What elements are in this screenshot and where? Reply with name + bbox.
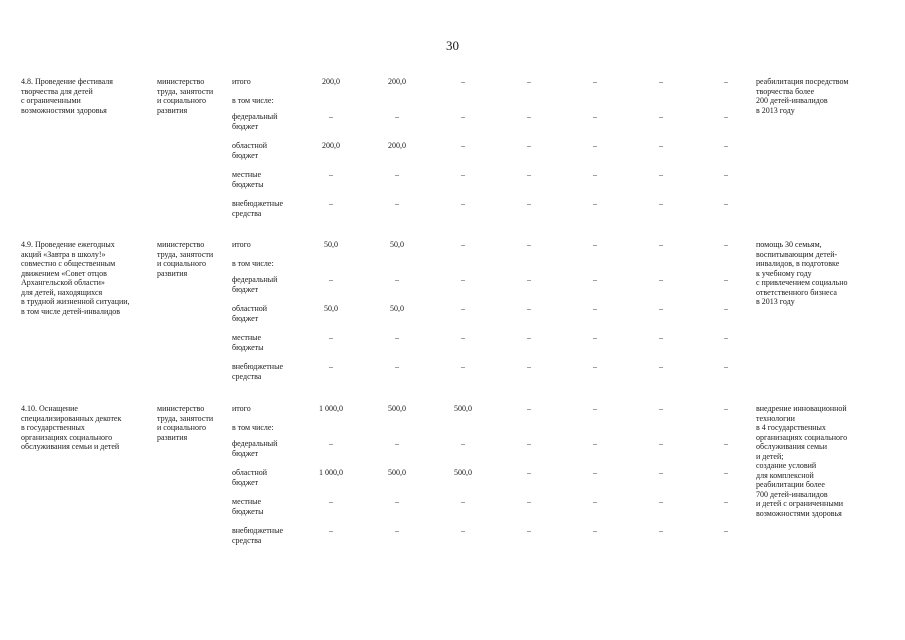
row-label: внебюджетные средства <box>232 199 283 218</box>
cell-value: – <box>724 333 728 342</box>
cell-value: – <box>593 526 597 535</box>
cell-value: – <box>593 170 597 179</box>
row-label: областной бюджет <box>232 304 268 323</box>
cell-value: – <box>527 362 531 371</box>
cell-value: – <box>395 199 399 208</box>
cell-value: – <box>395 170 399 179</box>
table-row <box>0 468 905 490</box>
table-row <box>0 199 905 221</box>
cell-value: – <box>659 170 663 179</box>
cell-value: – <box>329 439 333 448</box>
cell-value: – <box>724 526 728 535</box>
cell-value: – <box>527 526 531 535</box>
cell-value: 200,0 <box>322 77 340 86</box>
cell-value: – <box>593 362 597 371</box>
cell-value: – <box>593 199 597 208</box>
row-label: федеральный бюджет <box>232 275 278 294</box>
cell-value: – <box>593 112 597 121</box>
cell-value: – <box>329 275 333 284</box>
cell-value: 500,0 <box>454 468 472 477</box>
cell-value: – <box>527 275 531 284</box>
cell-value: – <box>659 362 663 371</box>
cell-value: – <box>659 468 663 477</box>
cell-value: – <box>724 304 728 313</box>
table-row <box>0 526 905 548</box>
measure-executor: министерство труда, занятости и социального развития <box>157 240 214 278</box>
cell-value: – <box>593 404 597 413</box>
cell-value: – <box>659 199 663 208</box>
measure-name: 4.9. Проведение ежегодных акций «Завтра в школу!» совместно с общественным движением «Совет отцов Архангельской области» для детей, находящихся в трудной жизненной ситуации, в том числе детей-инвалидов <box>21 240 130 316</box>
cell-value: – <box>659 141 663 150</box>
cell-value: 200,0 <box>388 141 406 150</box>
cell-value: – <box>593 304 597 313</box>
table-row <box>0 362 905 384</box>
cell-value: – <box>329 333 333 342</box>
cell-value: – <box>724 141 728 150</box>
cell-value: 1 000,0 <box>319 468 343 477</box>
table-row <box>0 275 905 297</box>
row-label: федеральный бюджет <box>232 439 278 458</box>
cell-value: – <box>461 170 465 179</box>
cell-value: – <box>527 439 531 448</box>
cell-value: – <box>659 77 663 86</box>
cell-value: – <box>527 170 531 179</box>
cell-value: – <box>724 275 728 284</box>
measure-outcome: реабилитация посредством творчества более 200 детей-инвалидов в 2013 году <box>756 77 849 115</box>
cell-value: – <box>659 304 663 313</box>
cell-value: – <box>329 497 333 506</box>
cell-value: – <box>659 333 663 342</box>
cell-value: – <box>395 439 399 448</box>
cell-value: – <box>724 404 728 413</box>
table-row <box>0 170 905 192</box>
cell-value: 50,0 <box>324 304 338 313</box>
cell-value: – <box>461 362 465 371</box>
cell-value: 500,0 <box>454 404 472 413</box>
cell-value: – <box>593 77 597 86</box>
cell-value: – <box>329 112 333 121</box>
cell-value: – <box>461 275 465 284</box>
cell-value: – <box>659 497 663 506</box>
measure-executor: министерство труда, занятости и социального развития <box>157 77 214 115</box>
cell-value: – <box>395 497 399 506</box>
cell-value: – <box>461 439 465 448</box>
cell-value: – <box>329 170 333 179</box>
cell-value: 1 000,0 <box>319 404 343 413</box>
cell-value: – <box>659 404 663 413</box>
row-label: итого в том числе: <box>232 240 274 268</box>
cell-value: 50,0 <box>390 240 404 249</box>
cell-value: 50,0 <box>390 304 404 313</box>
cell-value: – <box>461 240 465 249</box>
cell-value: – <box>461 112 465 121</box>
cell-value: – <box>461 497 465 506</box>
measure-outcome: внедрение инновационной технологии в 4 государственных организациях социального обслуживания семьи и детей; создание условий для комплексной реабилитации более 700 детей-инвалидов и детей с ограниченными возможностями здоровья <box>756 404 848 518</box>
cell-value: 200,0 <box>322 141 340 150</box>
row-label: внебюджетные средства <box>232 362 283 381</box>
cell-value: – <box>329 526 333 535</box>
cell-value: – <box>395 362 399 371</box>
cell-value: – <box>724 199 728 208</box>
row-label: федеральный бюджет <box>232 112 278 131</box>
table-row <box>0 112 905 134</box>
cell-value: – <box>461 77 465 86</box>
cell-value: – <box>527 112 531 121</box>
measure-name: 4.8. Проведение фестиваля творчества для детей с ограниченными возможностями здоровья <box>21 77 113 115</box>
cell-value: – <box>724 468 728 477</box>
cell-value: – <box>527 304 531 313</box>
cell-value: – <box>395 526 399 535</box>
cell-value: – <box>527 404 531 413</box>
row-label: местные бюджеты <box>232 497 264 516</box>
cell-value: – <box>724 240 728 249</box>
cell-value: 50,0 <box>324 240 338 249</box>
cell-value: – <box>461 199 465 208</box>
cell-value: – <box>461 526 465 535</box>
cell-value: – <box>724 497 728 506</box>
cell-value: – <box>395 333 399 342</box>
cell-value: – <box>659 112 663 121</box>
row-label: областной бюджет <box>232 468 268 487</box>
cell-value: – <box>527 240 531 249</box>
table-row <box>0 333 905 355</box>
cell-value: – <box>724 170 728 179</box>
row-label: итого в том числе: <box>232 404 274 432</box>
cell-value: – <box>724 439 728 448</box>
cell-value: – <box>527 497 531 506</box>
cell-value: – <box>461 333 465 342</box>
cell-value: – <box>659 526 663 535</box>
row-label: местные бюджеты <box>232 170 264 189</box>
cell-value: – <box>724 77 728 86</box>
page-number: 30 <box>446 38 459 53</box>
table-row <box>0 497 905 519</box>
cell-value: – <box>527 468 531 477</box>
cell-value: – <box>461 141 465 150</box>
table-row <box>0 141 905 163</box>
table-row <box>0 304 905 326</box>
cell-value: – <box>527 333 531 342</box>
table-row <box>0 240 905 268</box>
cell-value: – <box>527 199 531 208</box>
cell-value: – <box>593 141 597 150</box>
cell-value: 500,0 <box>388 468 406 477</box>
cell-value: – <box>659 240 663 249</box>
measure-executor: министерство труда, занятости и социального развития <box>157 404 214 442</box>
cell-value: – <box>593 275 597 284</box>
cell-value: – <box>659 439 663 448</box>
table-row <box>0 439 905 461</box>
row-label: внебюджетные средства <box>232 526 283 545</box>
cell-value: – <box>461 304 465 313</box>
cell-value: – <box>593 497 597 506</box>
cell-value: – <box>395 112 399 121</box>
cell-value: – <box>659 275 663 284</box>
row-label: итого в том числе: <box>232 77 274 105</box>
cell-value: – <box>593 333 597 342</box>
cell-value: – <box>527 77 531 86</box>
row-label: местные бюджеты <box>232 333 264 352</box>
cell-value: – <box>329 199 333 208</box>
cell-value: – <box>593 468 597 477</box>
cell-value: – <box>593 240 597 249</box>
row-label: областной бюджет <box>232 141 268 160</box>
table-row <box>0 77 905 105</box>
measure-outcome: помощь 30 семьям, воспитывающим детей- инвалидов, в подготовке к учебному году с привлечением социально ответственного бизнеса в 2013 году <box>756 240 848 306</box>
cell-value: 500,0 <box>388 404 406 413</box>
cell-value: – <box>329 362 333 371</box>
cell-value: – <box>724 362 728 371</box>
cell-value: – <box>593 439 597 448</box>
measure-name: 4.10. Оснащение специализированных декотек в государственных организациях социального обслуживания семьи и детей <box>21 404 122 451</box>
cell-value: – <box>724 112 728 121</box>
cell-value: – <box>527 141 531 150</box>
cell-value: 200,0 <box>388 77 406 86</box>
cell-value: – <box>395 275 399 284</box>
